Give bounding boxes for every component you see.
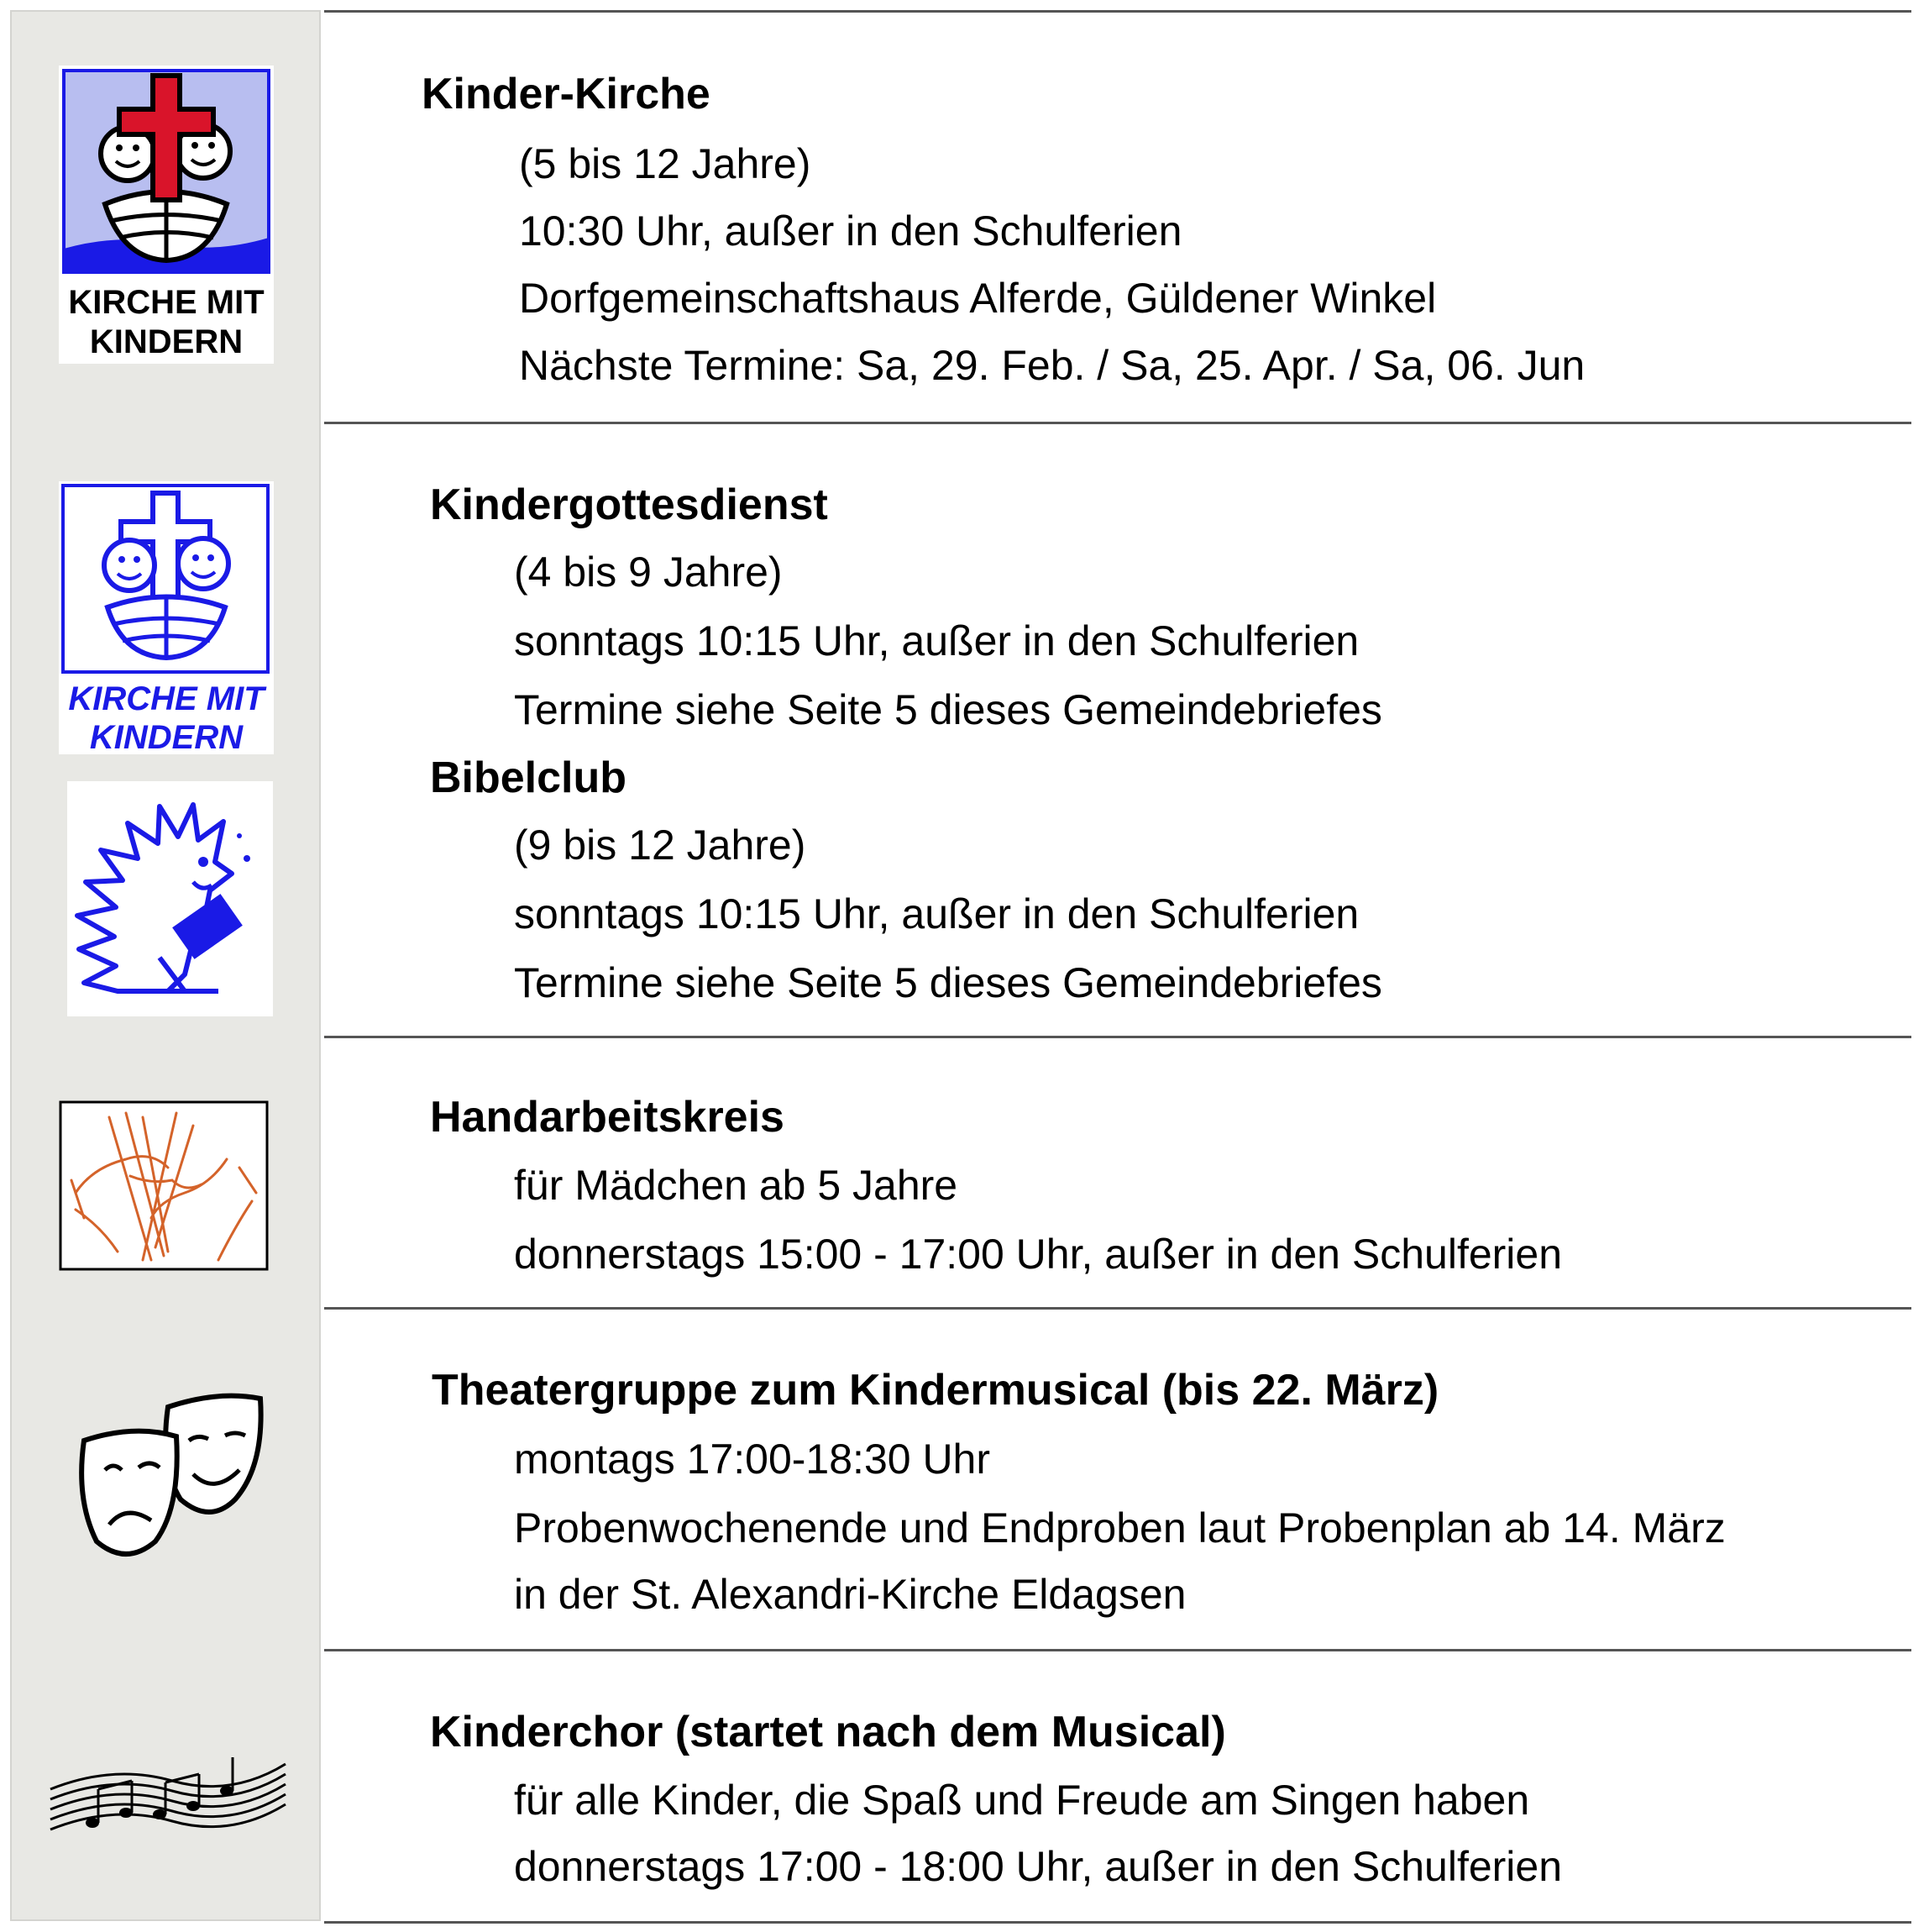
theatergruppe-location: in der St. Alexandri-Kirche Eldagsen [514, 1571, 1187, 1618]
kindergottesdienst-title: Kindergottesdienst [430, 480, 828, 529]
bibelclub-dates: Termine siehe Seite 5 dieses Gemeindebriefes [514, 959, 1382, 1006]
kinderchor-title: Kinderchor (startet nach dem Musical) [430, 1708, 1226, 1756]
kindergottesdienst-time: sonntags 10:15 Uhr, außer in den Schulferien [514, 617, 1360, 664]
knitting-hands-icon [59, 1100, 269, 1271]
theatre-masks-icon [76, 1390, 269, 1567]
kirche-mit-kindern-logo-blue [59, 481, 274, 754]
bibelclub-time: sonntags 10:15 Uhr, außer in den Schulferien [514, 890, 1360, 937]
divider-top [324, 10, 1911, 13]
logo-2-label-line-1: KIRCHE MIT [68, 680, 265, 717]
bibelclub-title: Bibelclub [430, 753, 627, 802]
kinder-kirche-age: (5 bis 12 Jahre) [519, 140, 811, 187]
kinderchor-audience: für alle Kinder, die Spaß und Freude am Singen haben [514, 1777, 1530, 1824]
kindergottesdienst-dates: Termine siehe Seite 5 dieses Gemeindebriefes [514, 686, 1382, 733]
logo-2-label-line-2: KINDERN [89, 719, 244, 754]
handarbeitskreis-audience: für Mädchen ab 5 Jahre [514, 1162, 958, 1209]
divider-bottom [324, 1921, 1911, 1924]
kinderchor-time: donnerstags 17:00 - 18:00 Uhr, außer in den Schulferien [514, 1843, 1563, 1890]
theatergruppe-rehearsals: Probenwochenende und Endproben laut Probenplan ab 14. März [514, 1504, 1726, 1551]
bibelclub-age: (9 bis 12 Jahre) [514, 822, 806, 869]
handarbeitskreis-title: Handarbeitskreis [430, 1093, 784, 1142]
hedgehog-reading-icon [67, 781, 273, 1016]
logo-1-label-line-1: KIRCHE MIT [68, 284, 265, 321]
theatergruppe-title: Theatergruppe zum Kindermusical (bis 22. März) [432, 1366, 1439, 1415]
theatergruppe-time: montags 17:00-18:30 Uhr [514, 1436, 991, 1483]
divider-3 [324, 1307, 1911, 1310]
music-notes-icon [46, 1739, 290, 1848]
logo-1-label-line-2: KINDERN [89, 323, 244, 360]
kinder-kirche-dates: Nächste Termine: Sa, 29. Feb. / Sa, 25. Apr. / Sa, 06. Jun [519, 342, 1586, 389]
kinder-kirche-time: 10:30 Uhr, außer in den Schulferien [519, 207, 1182, 255]
divider-4 [324, 1649, 1911, 1651]
kinder-kirche-location: Dorfgemeinschaftshaus Alferde, Güldener Winkel [519, 275, 1437, 322]
kinder-kirche-title: Kinder-Kirche [422, 70, 710, 118]
divider-2 [324, 1036, 1911, 1038]
divider-1 [324, 422, 1911, 424]
handarbeitskreis-time: donnerstags 15:00 - 17:00 Uhr, außer in den Schulferien [514, 1231, 1563, 1278]
kirche-mit-kindern-logo-color [59, 66, 274, 364]
kindergottesdienst-age: (4 bis 9 Jahre) [514, 549, 783, 596]
